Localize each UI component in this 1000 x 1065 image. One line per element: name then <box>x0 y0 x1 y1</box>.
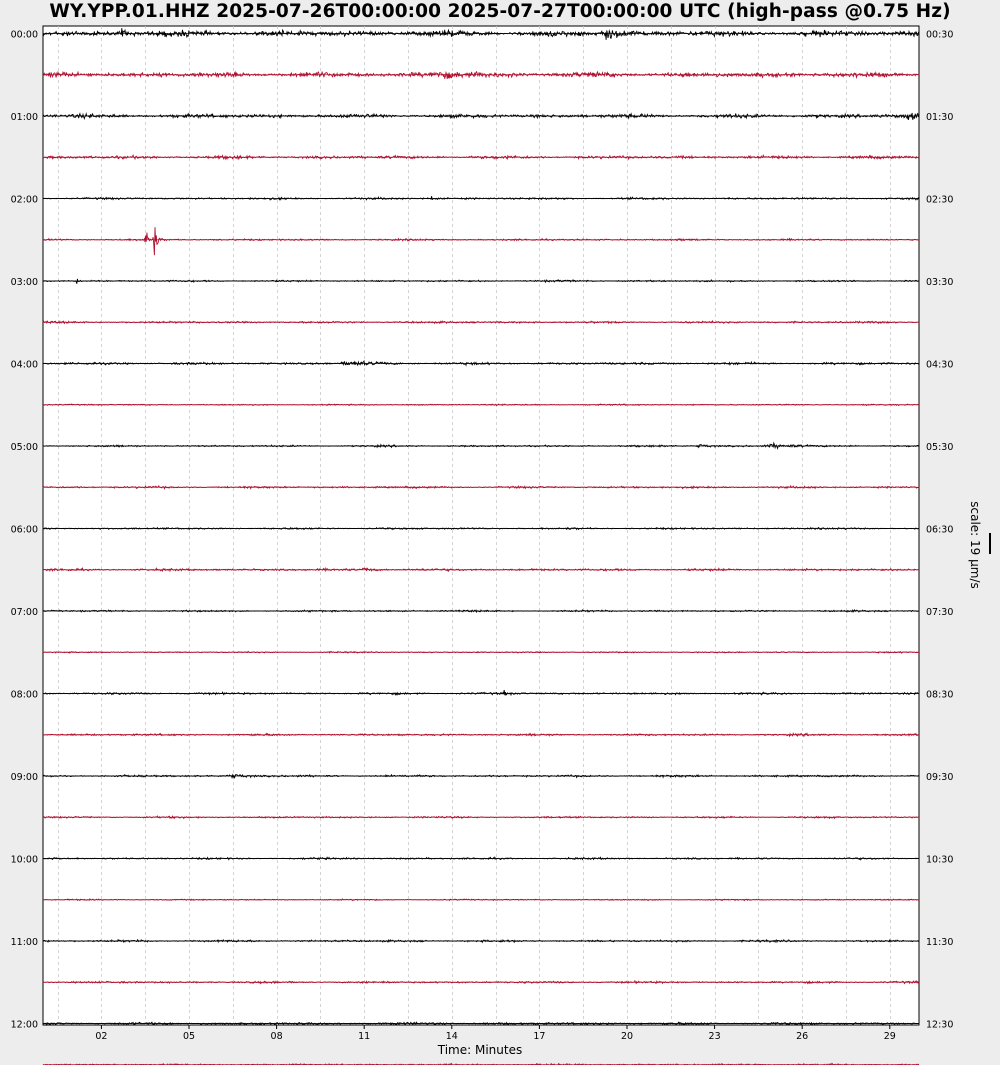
left-time-label: 03:00 <box>10 277 38 288</box>
left-time-label: 04:00 <box>10 359 38 371</box>
x-tick-label: 14 <box>445 1031 458 1042</box>
right-time-label: 04:30 <box>926 359 954 371</box>
right-time-label: 03:30 <box>926 277 954 288</box>
left-time-label: 07:00 <box>10 607 38 618</box>
x-axis-label: Time: Minutes <box>437 1043 523 1057</box>
left-time-label: 01:00 <box>10 112 38 123</box>
right-time-label: 07:30 <box>926 607 954 618</box>
left-time-label: 00:00 <box>10 29 38 41</box>
x-tick-label: 20 <box>620 1031 634 1042</box>
scale-label: scale: 19 µm/s <box>968 501 982 589</box>
x-tick-label: 29 <box>883 1031 896 1042</box>
left-time-label: 09:00 <box>10 772 38 783</box>
x-tick-label: 05 <box>182 1031 196 1042</box>
x-axis-ticks <box>95 1025 895 1042</box>
left-time-label: 10:00 <box>10 854 38 866</box>
left-time-label: 12:00 <box>10 1019 38 1031</box>
plot-frame <box>43 26 919 1025</box>
right-time-label: 01:30 <box>926 112 954 123</box>
x-tick-label: 08 <box>270 1031 283 1042</box>
left-time-label: 02:00 <box>10 194 38 206</box>
x-tick-label: 23 <box>708 1031 721 1042</box>
chart-title: WY.YPP.01.HHZ 2025-07-26T00:00:00 2025-07-27T00:00:00 UTC (high-pass @0.75 Hz) <box>49 1 951 22</box>
right-time-label: 02:30 <box>926 194 954 206</box>
right-time-labels <box>926 30 953 1065</box>
x-tick-label: 02 <box>95 1031 108 1042</box>
right-time-label: 09:30 <box>926 772 954 783</box>
right-time-label: 10:30 <box>926 854 954 866</box>
right-time-label: 12:30 <box>926 1019 954 1031</box>
left-time-label: 11:00 <box>10 937 38 948</box>
scale-bar <box>989 533 991 554</box>
left-time-label: 05:00 <box>10 442 38 453</box>
x-tick-label: 11 <box>358 1031 371 1042</box>
left-time-labels <box>11 30 38 1065</box>
x-tick-label: 17 <box>533 1031 546 1042</box>
right-time-label: 05:30 <box>926 442 954 453</box>
right-time-label: 11:30 <box>926 937 954 948</box>
right-time-label: 00:30 <box>926 29 954 41</box>
left-time-label: 06:00 <box>10 524 38 536</box>
plot-background <box>43 26 919 1025</box>
right-time-label: 06:30 <box>926 524 954 536</box>
left-time-label: 08:00 <box>10 689 38 701</box>
right-time-label: 08:30 <box>926 689 954 701</box>
x-tick-label: 26 <box>796 1031 809 1042</box>
